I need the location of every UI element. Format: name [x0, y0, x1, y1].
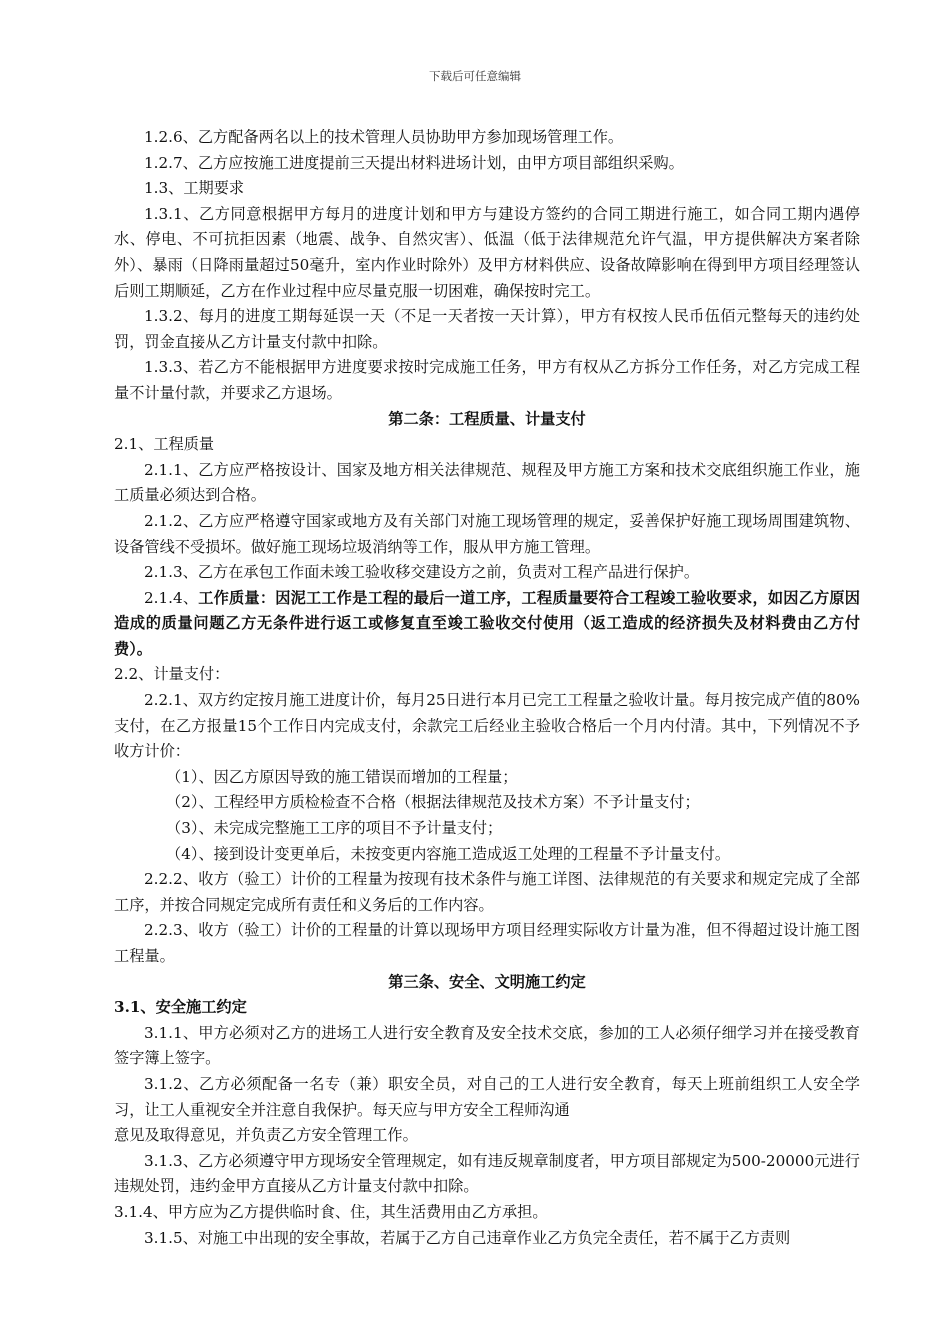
bold-text: 安全施工约定 [155, 998, 247, 1017]
paragraph: 3.1.2、乙方必须配备一名专（兼）职安全员，对自己的工人进行安全教育，每天上班前组织工人安全学习，让工人重视安全并注意自我保护。每天应与甲方安全工程师沟通 [114, 1074, 860, 1119]
paragraph: 1.3.2、每月的进度工期每延误一天（不足一天者按一天计算），甲方有权按人民币伍佰元整每天的违约处罚，罚金直接从乙方计量支付款中扣除。 [114, 307, 860, 351]
paragraph: 2.2、计量支付： [114, 665, 230, 684]
paragraph: 2.1.2、乙方应严格遵守国家或地方及有关部门对施工现场管理的规定，妥善保护好施工现场周围建筑物、设备管线不受损坏。做好施工现场垃圾消纳等工作，服从甲方施工管理。 [114, 511, 860, 556]
paragraph-number: 3.1、 [114, 998, 156, 1017]
paragraph: （2）、工程经甲方质检检查不合格（根据法律规范及技术方案）不予计量支付； [166, 793, 700, 812]
paragraph: （1）、因乙方原因导致的施工错误而增加的工程量； [166, 767, 518, 786]
paragraph-number: 2.1.4、 [144, 588, 199, 607]
paragraph [114, 995, 860, 1021]
paragraph: 意见及取得意见，并负责乙方安全管理工作。 [114, 1126, 418, 1145]
paragraph: 3.1.3、乙方必须遵守甲方现场安全管理规定，如有违反规章制度者，甲方项目部规定为500-20000元进行违规处罚，违约金甲方直接从乙方计量支付款中扣除。 [114, 1151, 860, 1196]
page-header: 下载后可任意编辑 [429, 69, 521, 83]
paragraph: 1.2.7、乙方应按施工进度提前三天提出材料进场计划，由甲方项目部组织采购。 [144, 153, 684, 172]
paragraph: 2.1、工程质量 [114, 435, 215, 454]
paragraph [114, 586, 860, 663]
paragraph: 3.1.1、甲方必须对乙方的进场工人进行安全教育及安全技术交底，参加的工人必须仔细学习并在接受教育签字簿上签字。 [114, 1023, 860, 1068]
paragraph: 2.2.2、收方（验工）计价的工程量为按现有技术条件与施工详图、法律规范的有关要求和规定完成了全部工序，并按合同规定完成所有责任和义务后的工作内容。 [114, 870, 860, 914]
paragraph: 1.3、工期要求 [144, 179, 245, 198]
paragraph: 1.2.6、乙方配备两名以上的技术管理人员协助甲方参加现场管理工作。 [144, 128, 624, 146]
paragraph: （4）、接到设计变更单后，未按变更内容施工造成返工处理的工程量不予计量支付。 [166, 844, 731, 863]
paragraph: 3.1.5、对施工中出现的安全事故，若属于乙方自己违章作业乙方负完全责任，若不属于乙方责则 [144, 1228, 791, 1247]
paragraph: 2.1.1、乙方应严格按设计、国家及地方相关法律规范、规程及甲方施工方案和技术交底组织施工作业，施工质量必须达到合格。 [114, 460, 860, 505]
paragraph: 2.2.1、双方约定按月施工进度计价，每月25日进行本月已完工工程量之验收计量。每月按完成产值的80%支付，在乙方报量15个工作日内完成支付，余款完工后经业主验收合格后一个月内付清。其中，下列情况不予收方计价： [114, 691, 860, 761]
paragraph: 2.1.3、乙方在承包工作面未竣工验收移交建设方之前，负责对工程产品进行保护。 [144, 563, 700, 582]
paragraph: 2.2.3、收方（验工）计价的工程量的计算以现场甲方项目经理实际收方计量为准，但不得超过设计施工图工程量。 [114, 921, 860, 965]
paragraph: （3）、未完成完整施工工序的项目不予计量支付； [166, 819, 503, 838]
section-heading: 第二条：工程质量、计量支付 [388, 409, 586, 428]
bold-text: 工作质量：因泥工工作是工程的最后一道工序，工程质量要符合工程竣工验收要求，如因乙方原因造成的质量问题乙方无条件进行返工或修复直至竣工验收交付使用（返工造成的经济损失及材料费由乙方付费）。 [114, 588, 860, 658]
paragraph: 3.1.4、甲方应为乙方提供临时食、住，其生活费用由乙方承担。 [114, 1202, 548, 1221]
section-heading: 第三条、安全、文明施工约定 [388, 972, 586, 991]
document-body [114, 125, 860, 1251]
paragraph: 1.3.1、乙方同意根据甲方每月的进度计划和甲方与建设方签约的合同工期进行施工，如合同工期内遇停水、停电、不可抗拒因素（地震、战争、自然灾害）、低温（低于法律规范允许气温，甲方提供解决方案者除外）、暴雨（日降雨量超过50毫升，室内作业时除外）及甲方材料供应、设备故障影响在得到甲方项目经理签认后则工期顺延，乙方在作业过程中应尽量克服一切困难，确保按时完工。 [114, 204, 860, 300]
paragraph: 1.3.3、若乙方不能根据甲方进度要求按时完成施工任务，甲方有权从乙方拆分工作任务，对乙方完成工程量不计量付款，并要求乙方退场。 [114, 358, 860, 402]
